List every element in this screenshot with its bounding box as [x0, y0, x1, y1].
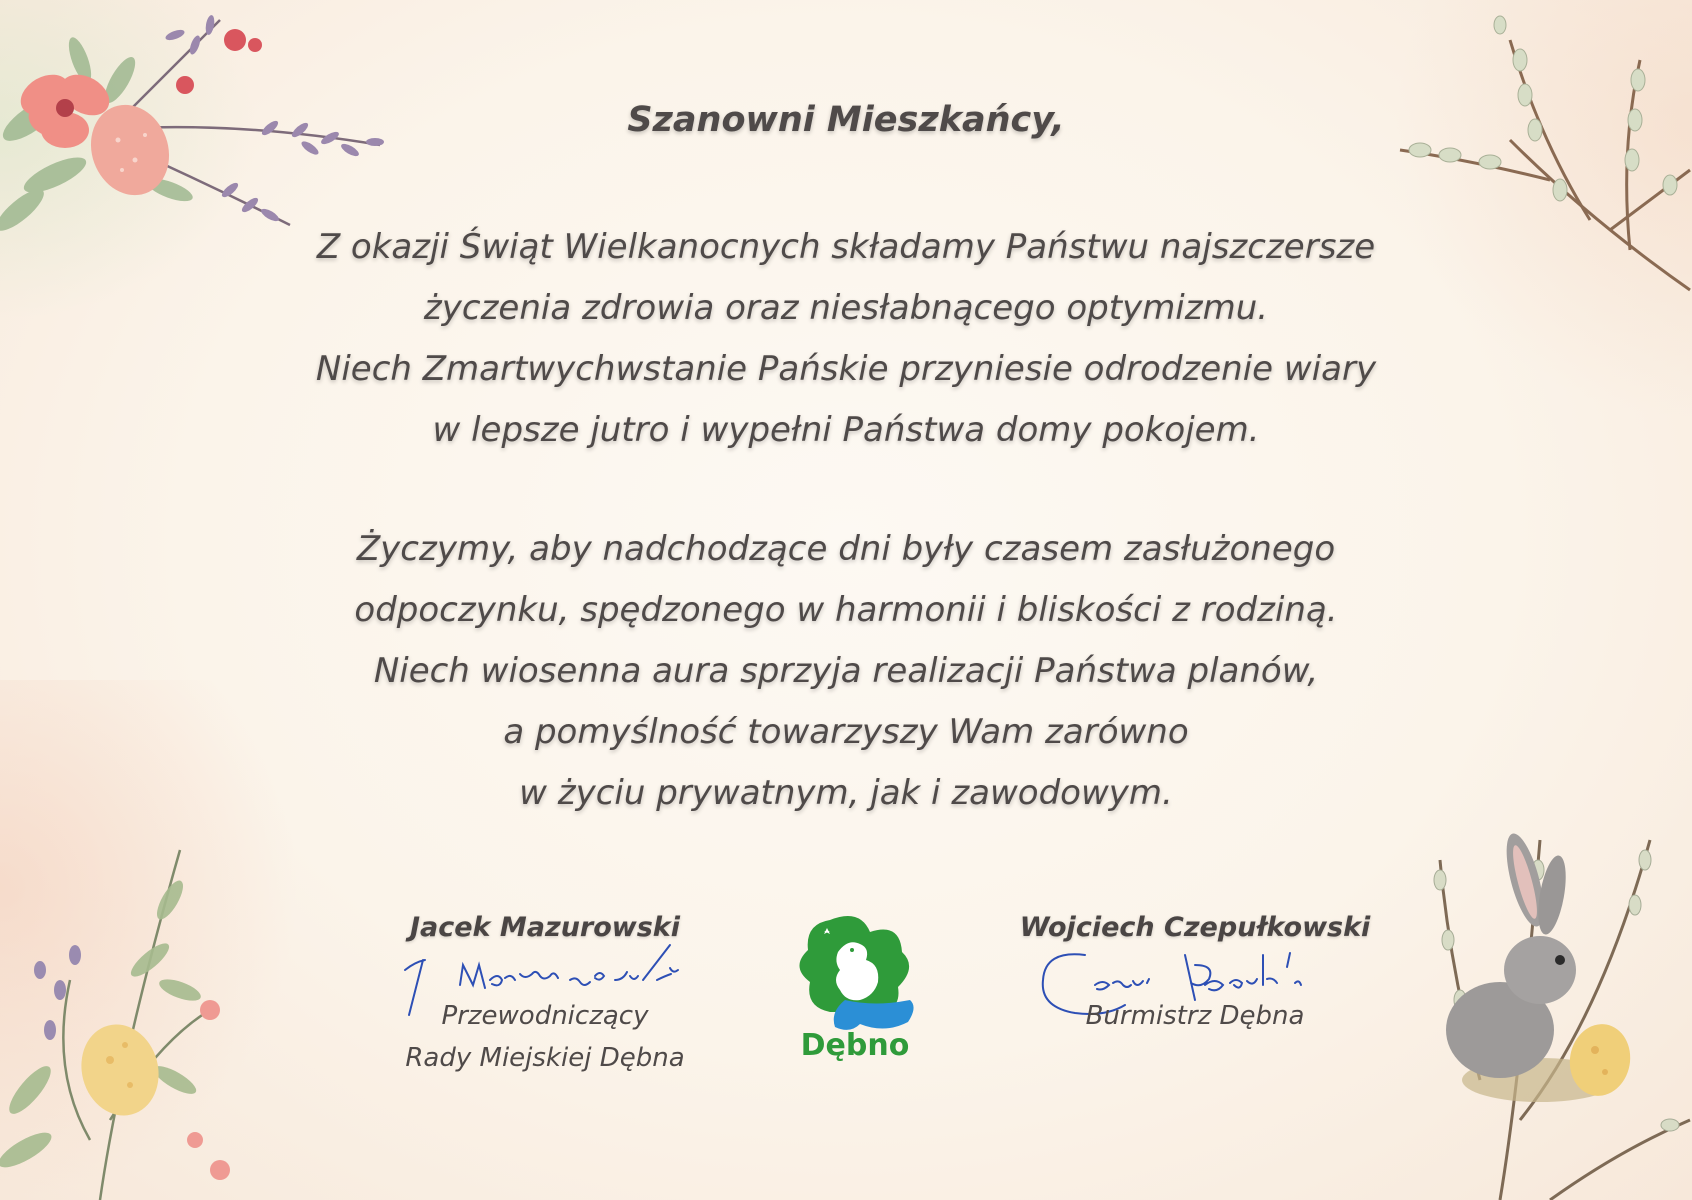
paragraph-2-line-3: Niech wiosenna aura sprzyja realizacji Państwa planów,	[373, 651, 1319, 691]
signatory-left-role-line-1: Przewodniczący	[441, 1001, 649, 1031]
greeting-paragraph-2	[0, 519, 1692, 824]
paragraph-1-line-3: Niech Zmartwychwstanie Pańskie przyniesie odrodzenie wiary	[315, 349, 1377, 389]
floral-egg-decoration-bottom-left	[0, 840, 240, 1200]
paragraph-2-line-4: a pomyślność towarzyszy Wam zarówno	[503, 712, 1189, 752]
logo-text: Dębno	[800, 1028, 910, 1063]
paragraph-2-line-5: w życiu prywatnym, jak i zawodowym.	[519, 773, 1173, 813]
paragraph-2-line-1: Życzymy, aby nadchodzące dni były czasem zasłużonego	[356, 529, 1336, 569]
paragraph-1-line-2: życzenia zdrowia oraz niesłabnącego optymizmu.	[423, 288, 1269, 328]
greeting-heading: Szanowni Mieszkańcy,	[627, 100, 1065, 140]
paragraph-2-line-2: odpoczynku, spędzonego w harmonii i bliskości z rodziną.	[354, 590, 1338, 630]
greeting-paragraph-1	[0, 217, 1692, 461]
signatory-left-role	[355, 995, 735, 1079]
signatory-left-name: Jacek Mazurowski	[409, 912, 681, 943]
bunny-willow-decoration-bottom-right	[1420, 820, 1692, 1200]
signatory-right-role: Burmistrz Dębna	[1085, 1001, 1305, 1031]
paragraph-1-line-1: Z okazji Świąt Wielkanocnych składamy Państwu najszczersze	[316, 227, 1376, 267]
paragraph-1-line-4: w lepsze jutro i wypełni Państwa domy pokojem.	[432, 410, 1260, 450]
signatory-right-name: Wojciech Czepułkowski	[1019, 912, 1371, 943]
signatory-left-role-line-2: Rady Miejskiej Dębna	[405, 1043, 685, 1073]
